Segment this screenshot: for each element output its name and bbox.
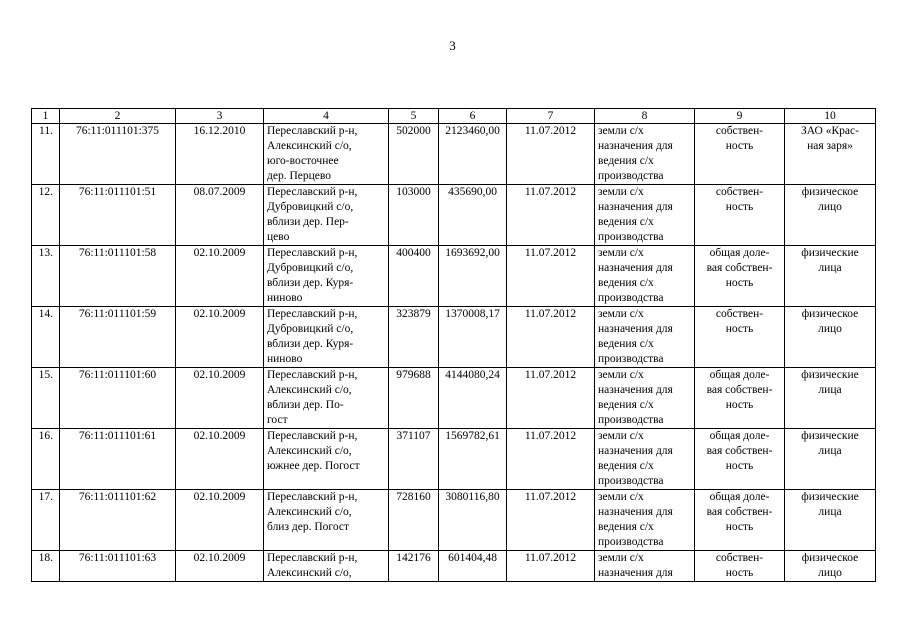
location-cell <box>264 307 389 368</box>
land-category-cell <box>595 185 695 246</box>
cell-line: собствен- <box>715 186 764 198</box>
cell-line: лицо <box>818 567 842 579</box>
right-holder-cell <box>785 368 876 429</box>
column-header: 2 <box>60 109 176 124</box>
valuation-date-cell: 11.07.2012 <box>507 429 595 490</box>
table-row <box>32 490 876 551</box>
valuation-date-cell: 11.07.2012 <box>507 246 595 307</box>
table-row <box>32 307 876 368</box>
column-header: 1 <box>32 109 60 124</box>
row-number-cell: 15. <box>32 368 60 429</box>
cell-line: ность <box>725 460 754 472</box>
registration-date-cell: 02.10.2009 <box>176 551 264 582</box>
land-category-cell <box>595 490 695 551</box>
right-holder-cell <box>785 551 876 582</box>
right-type-cell <box>695 551 785 582</box>
location-cell <box>264 490 389 551</box>
cell-line: назначения для <box>598 140 673 152</box>
row-number-cell: 12. <box>32 185 60 246</box>
cell-line: ведения с/х <box>598 155 654 167</box>
registration-date-cell: 02.10.2009 <box>176 368 264 429</box>
cell-line: ведения с/х <box>598 277 654 289</box>
cell-line: физическое <box>801 186 859 198</box>
cell-line: Дубровицкий с/о, <box>267 323 354 335</box>
registration-date-cell: 08.07.2009 <box>176 185 264 246</box>
column-header: 6 <box>439 109 507 124</box>
column-header: 9 <box>695 109 785 124</box>
cell-line: ность <box>725 201 754 213</box>
cell-line: ЗАО «Крас- <box>801 125 859 137</box>
cadastral-value-cell: 601404,48 <box>439 551 507 582</box>
cell-line: Дубровицкий с/о, <box>267 201 354 213</box>
cell-line: лица <box>818 445 842 457</box>
cell-line: лица <box>818 506 842 518</box>
column-header: 7 <box>507 109 595 124</box>
cell-line: Алексинский с/о, <box>267 506 352 518</box>
cadastral-value-cell: 3080116,80 <box>439 490 507 551</box>
cell-line: назначения для <box>598 506 673 518</box>
cadastral-value-cell: 1569782,61 <box>439 429 507 490</box>
cell-line: лицо <box>818 201 842 213</box>
valuation-date-cell: 11.07.2012 <box>507 307 595 368</box>
cell-line: собствен- <box>715 125 764 137</box>
cell-line: физические <box>801 369 859 381</box>
cell-line: ность <box>725 277 754 289</box>
cell-line: назначения для <box>598 323 673 335</box>
location-cell <box>264 551 389 582</box>
cell-line: Переславский р-н, <box>267 430 358 442</box>
cell-line: общая доле- <box>709 247 770 259</box>
right-type-cell <box>695 429 785 490</box>
cell-line: ность <box>725 521 754 533</box>
cell-line: Алексинский с/о, <box>267 445 352 457</box>
cell-line: ная заря» <box>807 140 853 152</box>
cell-line: вая собствен- <box>706 262 773 274</box>
cell-line: вблизи дер. По- <box>267 399 344 411</box>
cadastral-value-cell: 1693692,00 <box>439 246 507 307</box>
right-holder-cell <box>785 429 876 490</box>
registration-date-cell: 02.10.2009 <box>176 429 264 490</box>
cell-line: земли с/х <box>598 186 644 198</box>
right-type-cell <box>695 368 785 429</box>
cadastral-number-cell: 76:11:011101:61 <box>60 429 176 490</box>
cell-line: собствен- <box>715 552 764 564</box>
land-category-cell <box>595 551 695 582</box>
cell-line: земли с/х <box>598 369 644 381</box>
table-row <box>32 124 876 185</box>
cell-line: ность <box>725 567 754 579</box>
cell-line: ниново <box>267 292 303 304</box>
cell-line: лицо <box>818 323 842 335</box>
location-cell <box>264 429 389 490</box>
registration-date-cell: 02.10.2009 <box>176 246 264 307</box>
column-header: 5 <box>389 109 439 124</box>
cell-line: Алексинский с/о, <box>267 567 352 579</box>
cell-line: земли с/х <box>598 308 644 320</box>
row-number-cell: 14. <box>32 307 60 368</box>
cell-line: вая собствен- <box>706 506 773 518</box>
table-row <box>32 246 876 307</box>
cell-line: производства <box>598 292 664 304</box>
land-category-cell <box>595 307 695 368</box>
table-row <box>32 185 876 246</box>
cell-line: вая собствен- <box>706 445 773 457</box>
cell-line: Переславский р-н, <box>267 125 358 137</box>
right-holder-cell <box>785 490 876 551</box>
cadastral-value-cell: 1370008,17 <box>439 307 507 368</box>
right-type-cell <box>695 246 785 307</box>
table-row <box>32 429 876 490</box>
land-registry-table <box>31 108 876 582</box>
area-cell: 323879 <box>389 307 439 368</box>
cell-line: Переславский р-н, <box>267 308 358 320</box>
cell-line: физические <box>801 430 859 442</box>
valuation-date-cell: 11.07.2012 <box>507 185 595 246</box>
column-header: 10 <box>785 109 876 124</box>
cell-line: назначения для <box>598 384 673 396</box>
right-type-cell <box>695 490 785 551</box>
cadastral-number-cell: 76:11:011101:59 <box>60 307 176 368</box>
cell-line: Алексинский с/о, <box>267 384 352 396</box>
area-cell: 400400 <box>389 246 439 307</box>
table-header-row <box>32 109 876 124</box>
cell-line: ведения с/х <box>598 399 654 411</box>
cell-line: земли с/х <box>598 125 644 137</box>
column-header: 4 <box>264 109 389 124</box>
cell-line: производства <box>598 414 664 426</box>
area-cell: 142176 <box>389 551 439 582</box>
cell-line: южнее дер. Погост <box>267 460 360 472</box>
cell-line: назначения для <box>598 201 673 213</box>
cell-line: ведения с/х <box>598 216 654 228</box>
cell-line: лица <box>818 384 842 396</box>
cadastral-number-cell: 76:11:011101:58 <box>60 246 176 307</box>
cell-line: производства <box>598 170 664 182</box>
cell-line: Переславский р-н, <box>267 552 358 564</box>
cell-line: ведения с/х <box>598 460 654 472</box>
cell-line: производства <box>598 231 664 243</box>
location-cell <box>264 124 389 185</box>
area-cell: 979688 <box>389 368 439 429</box>
land-category-cell <box>595 429 695 490</box>
cell-line: ведения с/х <box>598 338 654 350</box>
row-number-cell: 17. <box>32 490 60 551</box>
right-holder-cell <box>785 307 876 368</box>
registration-date-cell: 16.12.2010 <box>176 124 264 185</box>
cell-line: вблизи дер. Куря- <box>267 338 354 350</box>
page-number: 3 <box>449 38 456 53</box>
cell-line: назначения для <box>598 262 673 274</box>
cell-line: вблизи дер. Куря- <box>267 277 354 289</box>
row-number-cell: 18. <box>32 551 60 582</box>
cell-line: ность <box>725 399 754 411</box>
row-number-cell: 13. <box>32 246 60 307</box>
column-header: 8 <box>595 109 695 124</box>
cadastral-number-cell: 76:11:011101:60 <box>60 368 176 429</box>
registration-date-cell: 02.10.2009 <box>176 490 264 551</box>
cadastral-value-cell: 2123460,00 <box>439 124 507 185</box>
row-number-cell: 11. <box>32 124 60 185</box>
cadastral-number-cell: 76:11:011101:375 <box>60 124 176 185</box>
cell-line: ниново <box>267 353 303 365</box>
cell-line: Переславский р-н, <box>267 369 358 381</box>
cell-line: земли с/х <box>598 552 644 564</box>
cell-line: близ дер. Погост <box>267 521 349 533</box>
location-cell <box>264 185 389 246</box>
cell-line: Дубровицкий с/о, <box>267 262 354 274</box>
cell-line: ведения с/х <box>598 521 654 533</box>
cell-line: назначения для <box>598 445 673 457</box>
cell-line: земли с/х <box>598 491 644 503</box>
location-cell <box>264 368 389 429</box>
row-number-cell: 16. <box>32 429 60 490</box>
cell-line: общая доле- <box>709 491 770 503</box>
right-type-cell <box>695 307 785 368</box>
cell-line: производства <box>598 536 664 548</box>
cadastral-number-cell: 76:11:011101:63 <box>60 551 176 582</box>
area-cell: 371107 <box>389 429 439 490</box>
cell-line: физическое <box>801 552 859 564</box>
cell-line: дер. Перцево <box>267 170 331 182</box>
cadastral-value-cell: 435690,00 <box>439 185 507 246</box>
cell-line: Переславский р-н, <box>267 491 358 503</box>
column-header: 3 <box>176 109 264 124</box>
cell-line: Переславский р-н, <box>267 186 358 198</box>
cell-line: земли с/х <box>598 247 644 259</box>
area-cell: 103000 <box>389 185 439 246</box>
land-category-cell <box>595 124 695 185</box>
table-row <box>32 551 876 582</box>
land-category-cell <box>595 368 695 429</box>
cell-line: лица <box>818 262 842 274</box>
cell-line: вблизи дер. Пер- <box>267 216 349 228</box>
valuation-date-cell: 11.07.2012 <box>507 551 595 582</box>
right-type-cell <box>695 185 785 246</box>
valuation-date-cell: 11.07.2012 <box>507 368 595 429</box>
cell-line: ность <box>725 140 754 152</box>
cell-line: производства <box>598 475 664 487</box>
area-cell: 728160 <box>389 490 439 551</box>
cell-line: цево <box>267 231 290 243</box>
cell-line: Алексинский с/о, <box>267 140 352 152</box>
cadastral-number-cell: 76:11:011101:62 <box>60 490 176 551</box>
right-type-cell <box>695 124 785 185</box>
cell-line: производства <box>598 353 664 365</box>
cell-line: собствен- <box>715 308 764 320</box>
cell-line: физические <box>801 247 859 259</box>
cell-line: земли с/х <box>598 430 644 442</box>
cell-line: общая доле- <box>709 430 770 442</box>
cell-line: гост <box>267 414 288 426</box>
valuation-date-cell: 11.07.2012 <box>507 490 595 551</box>
cell-line: назначения для <box>598 567 673 579</box>
area-cell: 502000 <box>389 124 439 185</box>
right-holder-cell <box>785 185 876 246</box>
cadastral-value-cell: 4144080,24 <box>439 368 507 429</box>
right-holder-cell <box>785 246 876 307</box>
cell-line: ность <box>725 323 754 335</box>
land-category-cell <box>595 246 695 307</box>
cell-line: вая собствен- <box>706 384 773 396</box>
cell-line: Переславский р-н, <box>267 247 358 259</box>
registration-date-cell: 02.10.2009 <box>176 307 264 368</box>
cell-line: юго-восточнее <box>267 155 339 167</box>
cell-line: физическое <box>801 308 859 320</box>
table-row <box>32 368 876 429</box>
cell-line: физические <box>801 491 859 503</box>
cell-line: общая доле- <box>709 369 770 381</box>
location-cell <box>264 246 389 307</box>
cadastral-number-cell: 76:11:011101:51 <box>60 185 176 246</box>
valuation-date-cell: 11.07.2012 <box>507 124 595 185</box>
right-holder-cell <box>785 124 876 185</box>
